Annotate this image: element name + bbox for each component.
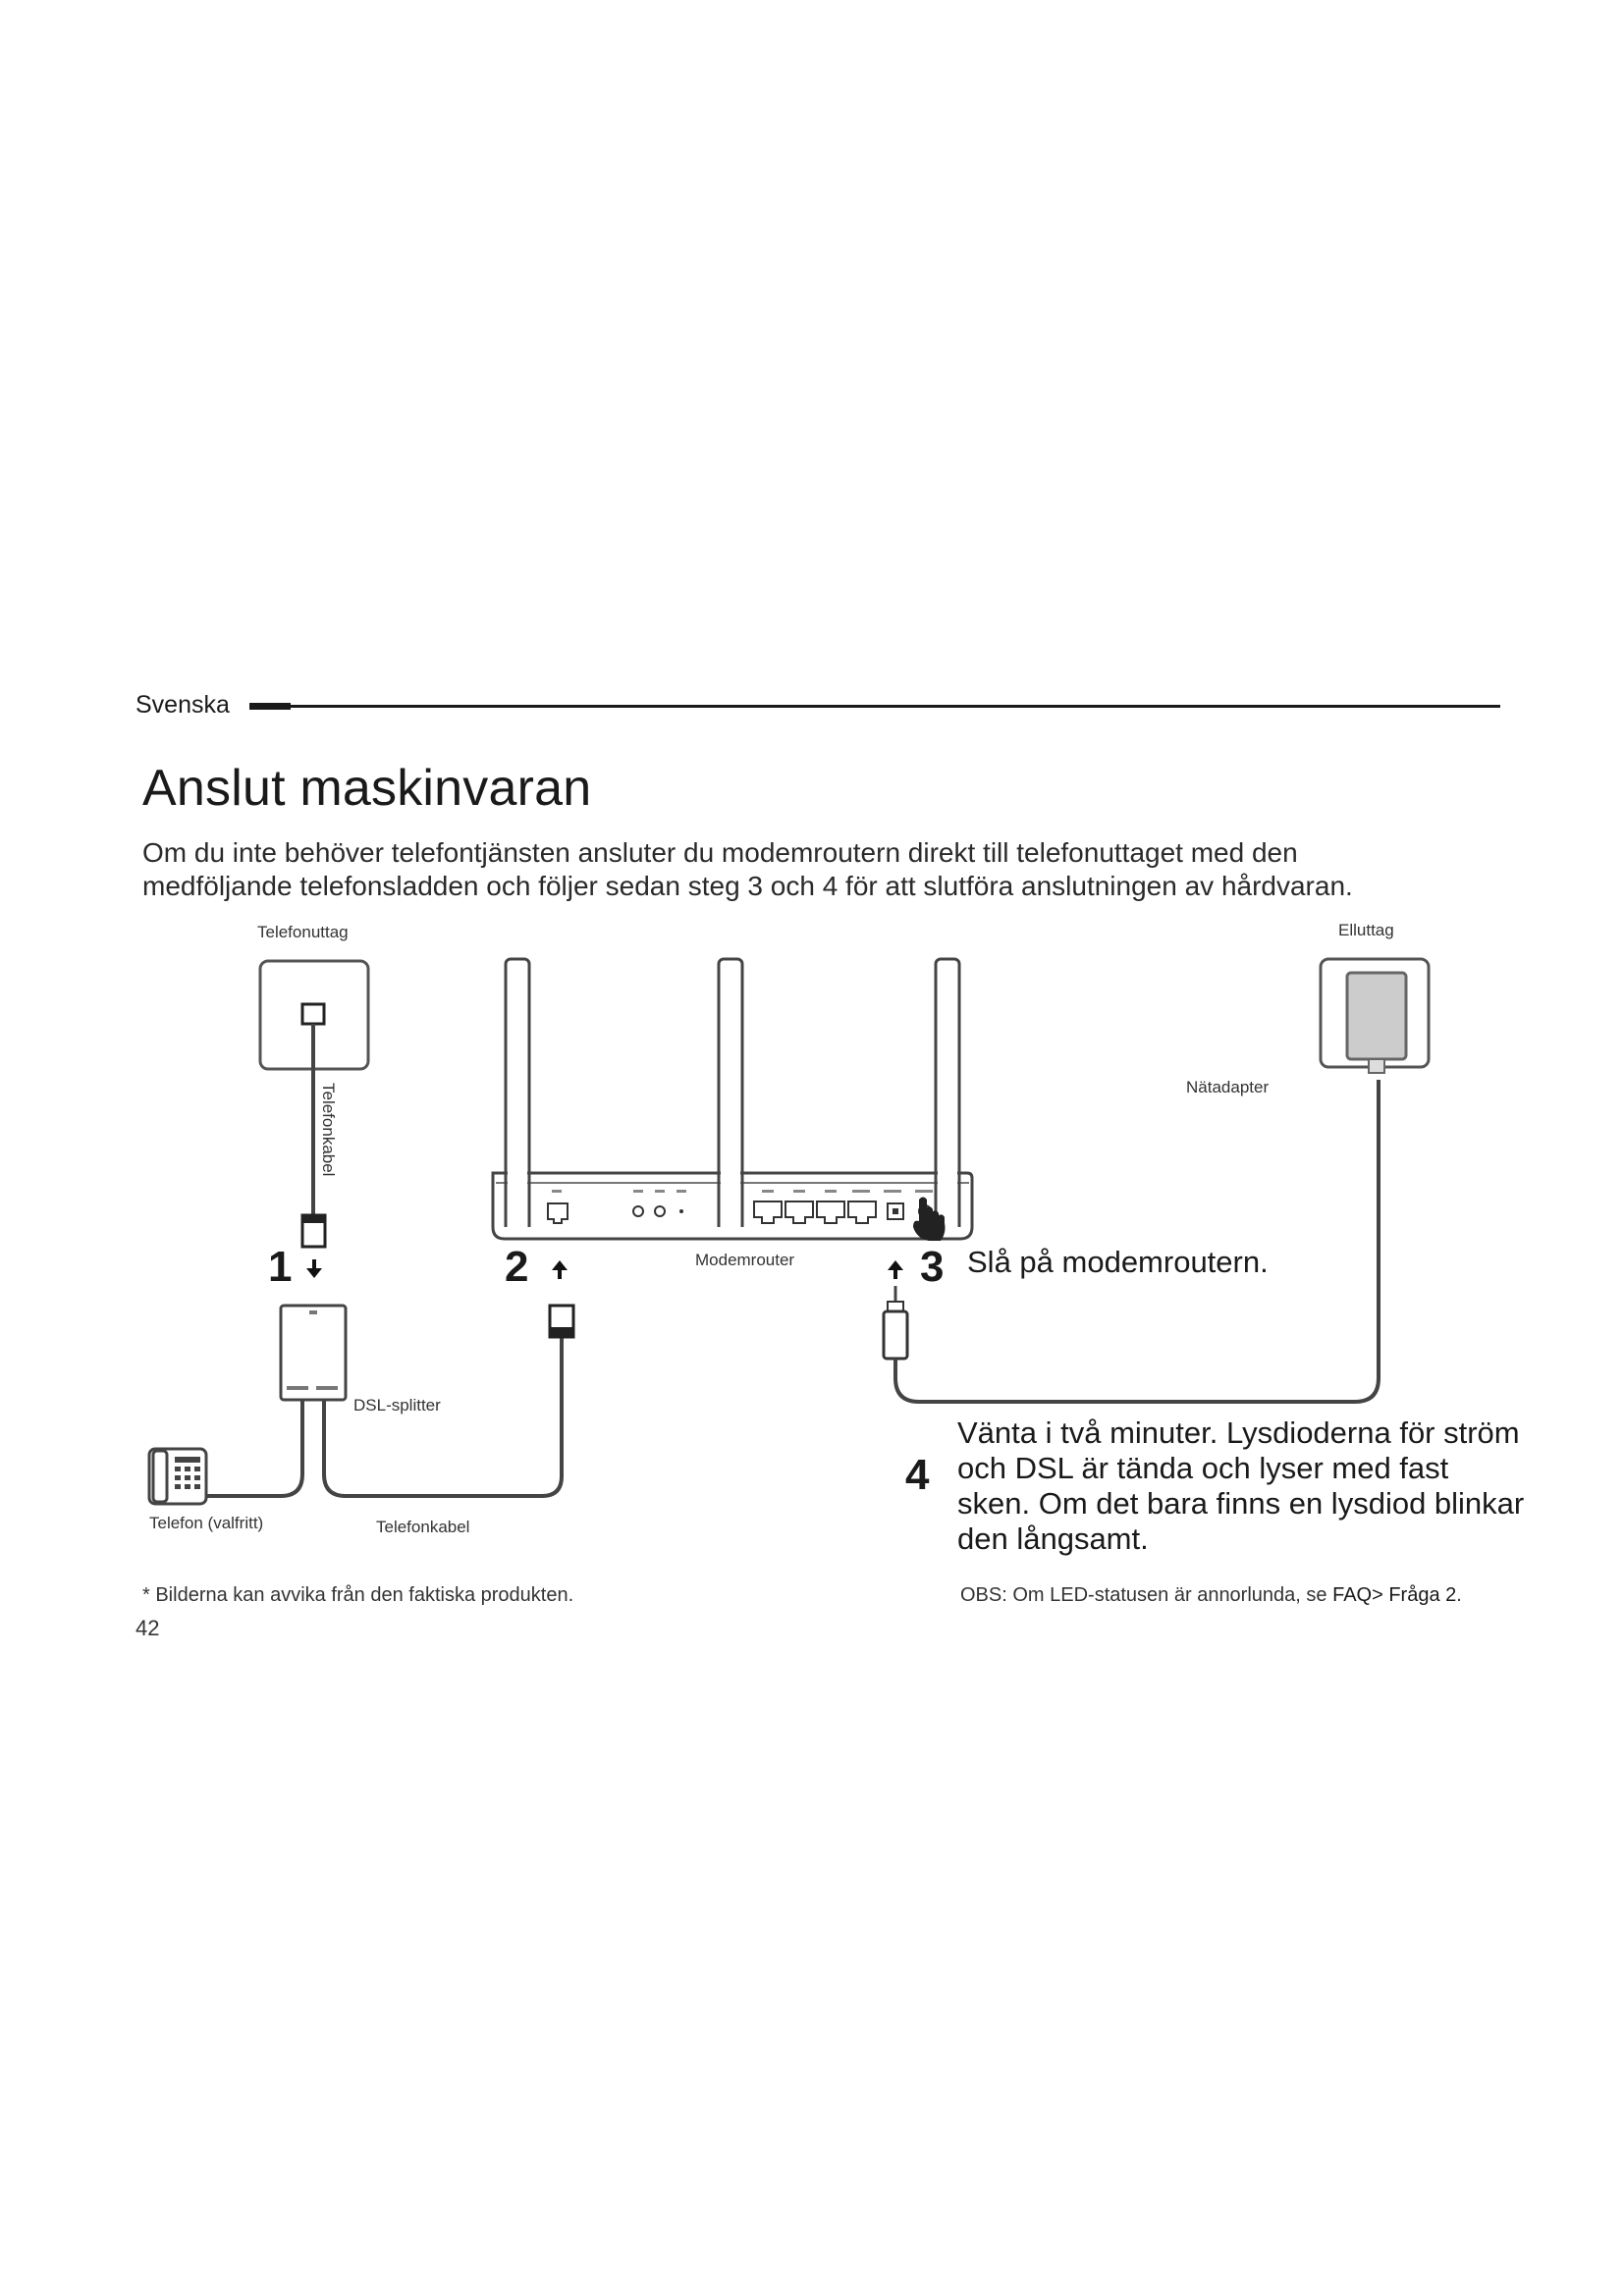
label-power-adapter: Nätadapter xyxy=(1186,1078,1270,1096)
arrow-up-icon-3 xyxy=(888,1260,903,1279)
label-phone-jack: Telefonuttag xyxy=(257,923,349,941)
splitter-modem-cable xyxy=(324,1335,562,1496)
power-plug-icon xyxy=(884,1286,907,1359)
label-modem-router: Modemrouter xyxy=(695,1251,795,1269)
power-outlet-icon xyxy=(1321,959,1429,1073)
step-4-line-2: och DSL är tända och lyser med fast xyxy=(957,1451,1449,1485)
step-4-line-1: Vänta i två minuter. Lysdioderna för ström xyxy=(957,1415,1520,1450)
splitter-phone-cable xyxy=(202,1400,302,1496)
page-title: Anslut maskinvaran xyxy=(142,760,592,817)
disclaimer: * Bilderna kan avvika från den faktiska produkten. xyxy=(142,1584,574,1606)
step-3-text: Slå på modemroutern. xyxy=(967,1245,1269,1279)
label-power-outlet: Elluttag xyxy=(1338,921,1394,939)
step-1-number: 1 xyxy=(268,1243,293,1291)
step-4-line-3: sken. Om det bara finns en lysdiod blinkar xyxy=(957,1486,1525,1521)
label-phone-optional: Telefon (valfritt) xyxy=(149,1514,264,1532)
telephone-icon xyxy=(149,1449,206,1504)
led-note-prefix: OBS: Om LED-statusen är annorlunda, se xyxy=(960,1584,1333,1606)
label-phone-cable-bottom: Telefonkabel xyxy=(376,1518,470,1536)
step-4-number: 4 xyxy=(905,1451,930,1499)
language-label: Svenska xyxy=(135,691,230,719)
arrow-down-icon xyxy=(306,1259,322,1278)
step-2-number: 2 xyxy=(505,1243,529,1291)
label-phone-cable-vertical: Telefonkabel xyxy=(319,1083,338,1177)
page-number: 42 xyxy=(135,1616,160,1640)
arrow-up-icon xyxy=(552,1260,568,1279)
step-4-text xyxy=(957,1415,1524,1557)
label-dsl-splitter: DSL-splitter xyxy=(353,1396,441,1415)
step-4-line-4: den långsamt. xyxy=(957,1522,1149,1556)
intro-line-1: Om du inte behöver telefontjänsten ansluter du modemroutern direkt till telefonuttaget med den xyxy=(142,837,1298,868)
led-note-suffix: . xyxy=(1456,1584,1462,1606)
modem-router-icon xyxy=(493,959,972,1239)
faq-link[interactable]: FAQ> Fråga 2 xyxy=(1332,1584,1457,1606)
power-cable xyxy=(895,1080,1379,1402)
intro-line-2: medföljande telefonsladden och följer sedan steg 3 och 4 för att slutföra anslutningen av hårdvaran. xyxy=(142,871,1353,901)
dsl-splitter-icon xyxy=(281,1306,346,1400)
led-note xyxy=(960,1584,1462,1607)
step-3-number: 3 xyxy=(920,1243,945,1291)
